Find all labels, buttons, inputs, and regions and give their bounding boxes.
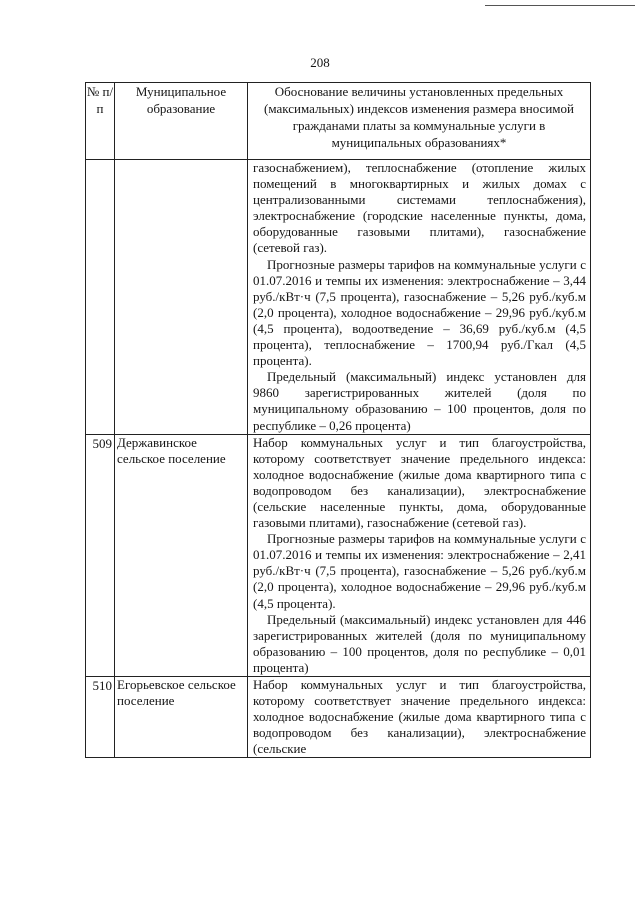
tariff-justification-table [85,82,591,758]
justification-paragraph: газоснабжением), теплоснабжение (отопление жилых помещений в многоквартирных и жилых домах с централизованными системами теплоснабжения), электроснабжение (городские населенные пункты, дома, оборудованные газовыми плитами), газоснабжение (сетевой газ). [253,160,586,256]
row-municipality: Державинское сельское поселение [115,434,248,676]
row-number: 509 [86,434,115,676]
page-number: 208 [310,55,330,70]
header-justification: Обоснование величины установленных предельных (максимальных) индексов изменения размера вносимой гражданами платы за коммунальные услуги в муниципальных образованиях* [248,83,591,160]
row-justification [248,677,591,758]
table-header-row [86,83,591,160]
table-row [86,677,591,758]
justification-paragraph: Предельный (максимальный) индекс установлен для 446 зарегистрированных жителей (доля по муниципальному образованию – 100 процентов, доля по республике – 0,01 процента) [253,611,586,675]
justification-paragraph: Прогнозные размеры тарифов на коммунальные услуги с 01.07.2016 и темпы их изменения: электроснабжение – 3,44 руб./кВт·ч (7,5 процента), газоснабжение – 5,26 руб./куб.м (2,0 процента), холодное водоснабжение – 29,96 руб./куб.м (4,5 процента), водоотведение – 36,69 руб./куб.м (4,5 процента), теплоснабжение – 1700,94 руб./Гкал (4,5 процента). [253,256,586,369]
top-rule [485,5,635,6]
table-row [86,434,591,676]
header-municipality: Муниципальное образование [115,83,248,160]
row-justification [248,160,591,435]
row-justification [248,434,591,676]
row-municipality [115,160,248,435]
justification-paragraph: Прогнозные размеры тарифов на коммунальные услуги с 01.07.2016 и темпы их изменения: электроснабжение – 2,41 руб./кВт·ч (7,5 процента), газоснабжение – 5,26 руб./куб.м (2,0 процента), холодное водоснабжение – 29,96 руб./куб.м (4,5 процента). [253,531,586,611]
row-number: 510 [86,677,115,758]
header-num: № п/п [86,83,115,160]
row-municipality: Егорьевское сельское поселение [115,677,248,758]
justification-paragraph: Предельный (максимальный) индекс установлен для 9860 зарегистрированных жителей (доля по муниципальному образованию – 100 процентов, доля по республике – 0,26 процента) [253,369,586,433]
table-row [86,160,591,435]
row-number [86,160,115,435]
justification-paragraph: Набор коммунальных услуг и тип благоустройства, которому соответствует значение предельного индекса: холодное водоснабжение (жилые дома квартирного типа с водопроводом без канализации), электроснабжение (сельские населенные пункты, дома, оборудованные газовыми плитами), газоснабжение (сетевой газ). [253,434,586,531]
justification-paragraph: Набор коммунальных услуг и тип благоустройства, которому соответствует значение предельного индекса: холодное водоснабжение (жилые дома квартирного типа с водопроводом без канализации), электроснабжение (сельские [253,677,586,757]
